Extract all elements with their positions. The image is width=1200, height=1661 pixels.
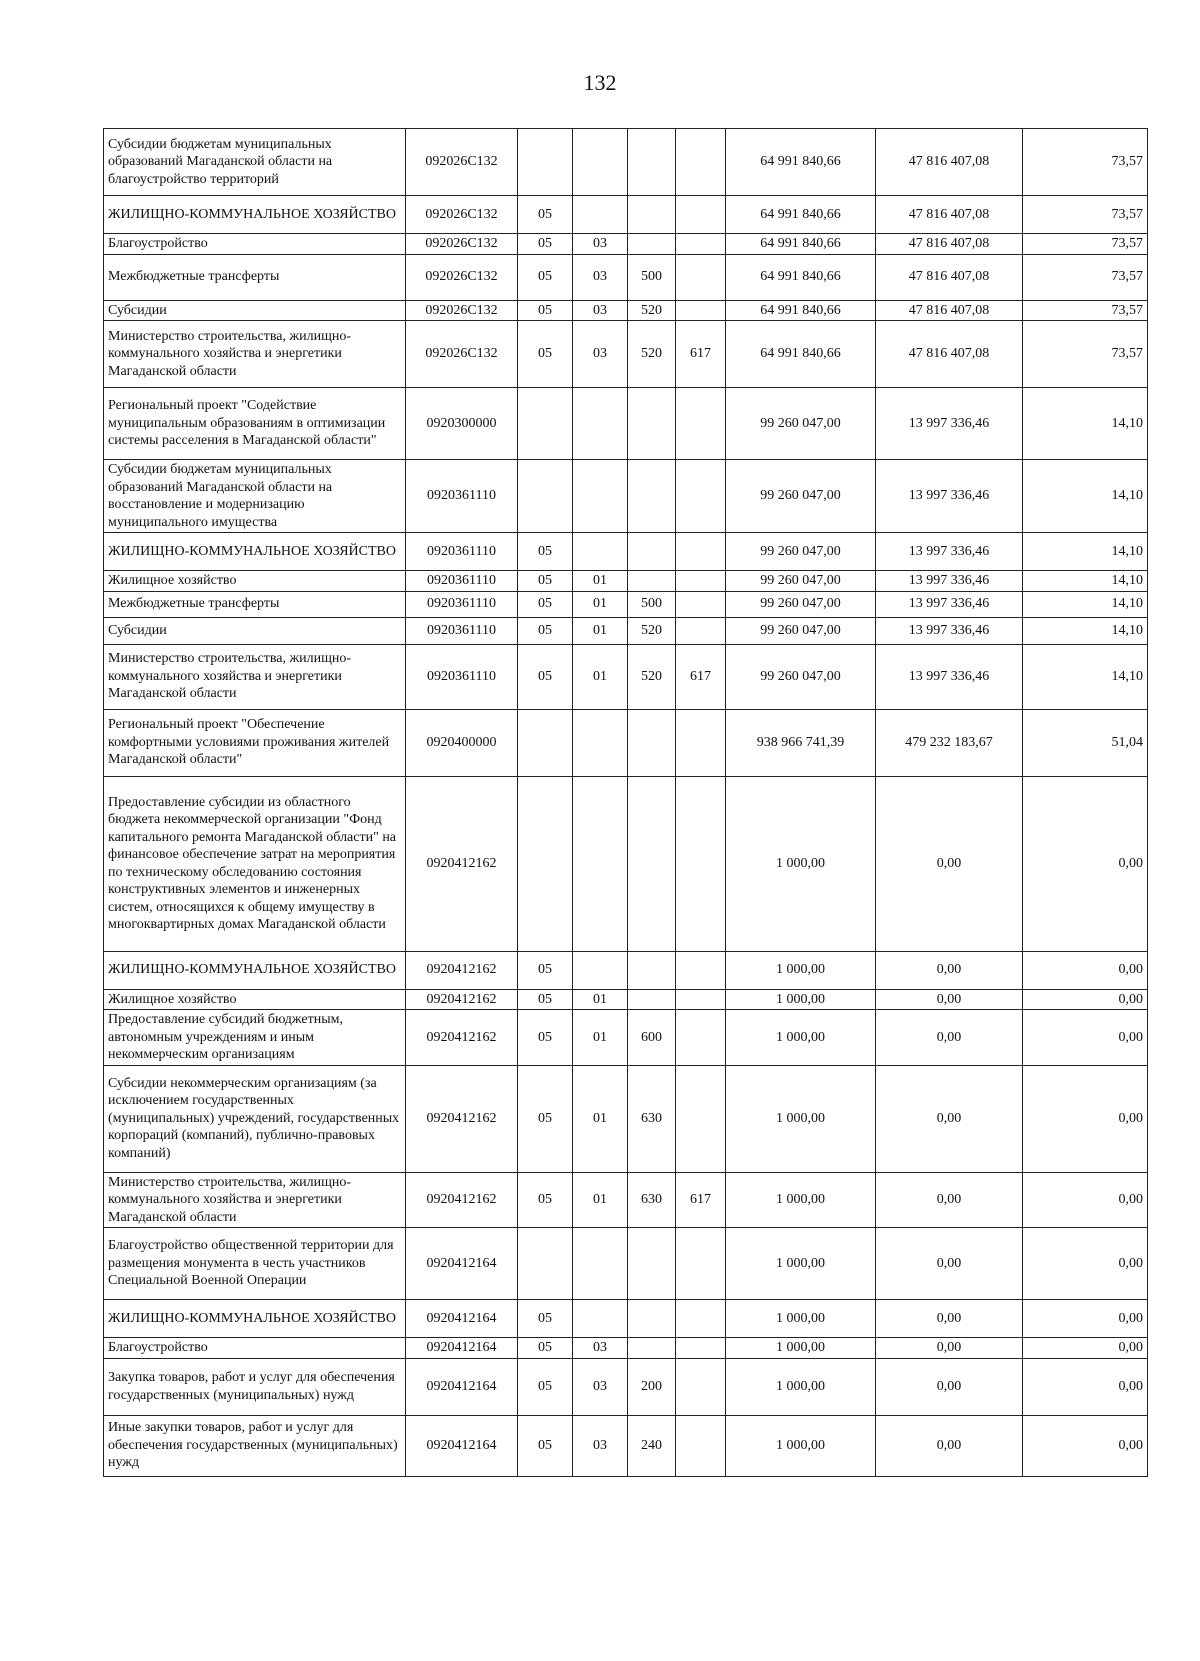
row-admin-code: 617 bbox=[676, 1172, 726, 1228]
row-percent: 73,57 bbox=[1023, 254, 1148, 300]
table-row bbox=[104, 129, 1148, 196]
table-row bbox=[104, 1228, 1148, 1300]
row-actual-amount: 0,00 bbox=[876, 951, 1023, 989]
row-expense-type: 200 bbox=[628, 1358, 676, 1415]
row-expense-type: 520 bbox=[628, 644, 676, 709]
row-actual-amount: 0,00 bbox=[876, 1300, 1023, 1338]
row-plan-amount: 64 991 840,66 bbox=[726, 234, 876, 255]
row-percent: 0,00 bbox=[1023, 1338, 1148, 1359]
row-admin-code bbox=[676, 1415, 726, 1476]
row-code: 0920361110 bbox=[406, 571, 518, 592]
row-percent: 14,10 bbox=[1023, 571, 1148, 592]
row-section bbox=[518, 388, 573, 460]
row-admin-code: 617 bbox=[676, 644, 726, 709]
row-actual-amount: 47 816 407,08 bbox=[876, 129, 1023, 196]
row-admin-code bbox=[676, 1358, 726, 1415]
row-percent: 73,57 bbox=[1023, 129, 1148, 196]
row-code: 0920412164 bbox=[406, 1358, 518, 1415]
row-percent: 73,57 bbox=[1023, 234, 1148, 255]
row-subsection bbox=[573, 460, 628, 533]
row-code: 0920412164 bbox=[406, 1415, 518, 1476]
row-actual-amount: 479 232 183,67 bbox=[876, 709, 1023, 776]
row-section bbox=[518, 776, 573, 951]
row-code: 092026С132 bbox=[406, 300, 518, 321]
table-row bbox=[104, 196, 1148, 234]
table-row bbox=[104, 571, 1148, 592]
row-actual-amount: 47 816 407,08 bbox=[876, 254, 1023, 300]
row-actual-amount: 0,00 bbox=[876, 1358, 1023, 1415]
row-subsection: 01 bbox=[573, 1065, 628, 1172]
row-name: Министерство строительства, жилищно-коммунального хозяйства и энергетики Магаданской области bbox=[104, 321, 406, 388]
row-name: Субсидии bbox=[104, 300, 406, 321]
row-section bbox=[518, 709, 573, 776]
row-expense-type: 500 bbox=[628, 591, 676, 617]
row-code: 0920400000 bbox=[406, 709, 518, 776]
row-code: 0920412162 bbox=[406, 1065, 518, 1172]
row-expense-type bbox=[628, 989, 676, 1010]
row-name: ЖИЛИЩНО-КОММУНАЛЬНОЕ ХОЗЯЙСТВО bbox=[104, 533, 406, 571]
row-section: 05 bbox=[518, 533, 573, 571]
row-percent: 0,00 bbox=[1023, 1228, 1148, 1300]
row-code: 0920412162 bbox=[406, 989, 518, 1010]
row-subsection bbox=[573, 1300, 628, 1338]
row-admin-code bbox=[676, 254, 726, 300]
row-admin-code bbox=[676, 617, 726, 644]
row-actual-amount: 47 816 407,08 bbox=[876, 196, 1023, 234]
row-percent: 73,57 bbox=[1023, 196, 1148, 234]
table-row bbox=[104, 591, 1148, 617]
row-plan-amount: 1 000,00 bbox=[726, 776, 876, 951]
row-subsection bbox=[573, 388, 628, 460]
row-plan-amount: 64 991 840,66 bbox=[726, 196, 876, 234]
row-name: Предоставление субсидий бюджетным, автономным учреждениям и иным некоммерческим организациям bbox=[104, 1010, 406, 1066]
row-name: Субсидии бюджетам муниципальных образований Магаданской области на восстановление и модернизацию муниципального имущества bbox=[104, 460, 406, 533]
row-actual-amount: 0,00 bbox=[876, 776, 1023, 951]
row-expense-type bbox=[628, 234, 676, 255]
row-expense-type bbox=[628, 129, 676, 196]
row-actual-amount: 0,00 bbox=[876, 989, 1023, 1010]
row-code: 0920412162 bbox=[406, 1172, 518, 1228]
row-admin-code bbox=[676, 129, 726, 196]
row-name: Закупка товаров, работ и услуг для обеспечения государственных (муниципальных) нужд bbox=[104, 1358, 406, 1415]
row-name: Жилищное хозяйство bbox=[104, 989, 406, 1010]
row-name: Субсидии некоммерческим организациям (за исключением государственных (муниципальных) учреждений, государственных корпораций (компаний), публично-правовых компаний) bbox=[104, 1065, 406, 1172]
row-plan-amount: 1 000,00 bbox=[726, 1228, 876, 1300]
row-code: 092026С132 bbox=[406, 254, 518, 300]
row-subsection bbox=[573, 533, 628, 571]
row-expense-type bbox=[628, 1338, 676, 1359]
row-actual-amount: 47 816 407,08 bbox=[876, 300, 1023, 321]
row-actual-amount: 13 997 336,46 bbox=[876, 644, 1023, 709]
row-plan-amount: 99 260 047,00 bbox=[726, 460, 876, 533]
row-actual-amount: 0,00 bbox=[876, 1415, 1023, 1476]
row-expense-type: 520 bbox=[628, 300, 676, 321]
table-row bbox=[104, 1300, 1148, 1338]
table-row bbox=[104, 989, 1148, 1010]
table-row bbox=[104, 388, 1148, 460]
row-subsection: 01 bbox=[573, 1172, 628, 1228]
row-percent: 14,10 bbox=[1023, 388, 1148, 460]
row-subsection: 03 bbox=[573, 1358, 628, 1415]
row-admin-code bbox=[676, 533, 726, 571]
row-plan-amount: 99 260 047,00 bbox=[726, 617, 876, 644]
row-admin-code bbox=[676, 1300, 726, 1338]
row-percent: 0,00 bbox=[1023, 951, 1148, 989]
row-plan-amount: 99 260 047,00 bbox=[726, 533, 876, 571]
row-name: Межбюджетные трансферты bbox=[104, 591, 406, 617]
row-name: ЖИЛИЩНО-КОММУНАЛЬНОЕ ХОЗЯЙСТВО bbox=[104, 196, 406, 234]
row-section: 05 bbox=[518, 591, 573, 617]
row-percent: 51,04 bbox=[1023, 709, 1148, 776]
table-row bbox=[104, 951, 1148, 989]
row-name: ЖИЛИЩНО-КОММУНАЛЬНОЕ ХОЗЯЙСТВО bbox=[104, 1300, 406, 1338]
row-percent: 14,10 bbox=[1023, 591, 1148, 617]
table-row bbox=[104, 1358, 1148, 1415]
table-row bbox=[104, 1415, 1148, 1476]
row-percent: 0,00 bbox=[1023, 1415, 1148, 1476]
row-code: 092026С132 bbox=[406, 129, 518, 196]
row-subsection bbox=[573, 709, 628, 776]
row-plan-amount: 1 000,00 bbox=[726, 1172, 876, 1228]
row-plan-amount: 99 260 047,00 bbox=[726, 644, 876, 709]
row-plan-amount: 1 000,00 bbox=[726, 1358, 876, 1415]
row-actual-amount: 13 997 336,46 bbox=[876, 571, 1023, 592]
row-expense-type: 520 bbox=[628, 321, 676, 388]
row-percent: 14,10 bbox=[1023, 460, 1148, 533]
row-admin-code bbox=[676, 1338, 726, 1359]
row-code: 092026С132 bbox=[406, 196, 518, 234]
row-subsection: 03 bbox=[573, 1415, 628, 1476]
row-actual-amount: 0,00 bbox=[876, 1172, 1023, 1228]
row-actual-amount: 0,00 bbox=[876, 1338, 1023, 1359]
row-section: 05 bbox=[518, 1415, 573, 1476]
row-percent: 0,00 bbox=[1023, 989, 1148, 1010]
row-expense-type: 630 bbox=[628, 1065, 676, 1172]
table-row bbox=[104, 254, 1148, 300]
row-plan-amount: 64 991 840,66 bbox=[726, 129, 876, 196]
row-section: 05 bbox=[518, 300, 573, 321]
row-actual-amount: 13 997 336,46 bbox=[876, 460, 1023, 533]
row-section: 05 bbox=[518, 196, 573, 234]
row-name: Межбюджетные трансферты bbox=[104, 254, 406, 300]
row-section: 05 bbox=[518, 644, 573, 709]
row-admin-code bbox=[676, 388, 726, 460]
row-section: 05 bbox=[518, 951, 573, 989]
table-row bbox=[104, 1010, 1148, 1066]
row-plan-amount: 1 000,00 bbox=[726, 1300, 876, 1338]
row-section: 05 bbox=[518, 254, 573, 300]
row-subsection: 03 bbox=[573, 234, 628, 255]
row-subsection: 01 bbox=[573, 617, 628, 644]
row-section bbox=[518, 129, 573, 196]
row-actual-amount: 13 997 336,46 bbox=[876, 533, 1023, 571]
row-admin-code bbox=[676, 591, 726, 617]
row-plan-amount: 1 000,00 bbox=[726, 951, 876, 989]
row-actual-amount: 13 997 336,46 bbox=[876, 388, 1023, 460]
row-code: 0920300000 bbox=[406, 388, 518, 460]
row-admin-code bbox=[676, 989, 726, 1010]
row-plan-amount: 99 260 047,00 bbox=[726, 571, 876, 592]
row-subsection bbox=[573, 951, 628, 989]
row-name: Благоустройство общественной территории для размещения монумента в честь участников Специальной Военной Операции bbox=[104, 1228, 406, 1300]
row-name: Благоустройство bbox=[104, 234, 406, 255]
row-name: Региональный проект "Обеспечение комфортными условиями проживания жителей Магаданской области" bbox=[104, 709, 406, 776]
row-name: Предоставление субсидии из областного бюджета некоммерческой организации "Фонд капитального ремонта Магаданской области" на финансовое обеспечение затрат на мероприятия по техническому обследованию состояния конструктивных элементов и инженерных систем, относящихся к общему имуществу в многоквартирных домах Магаданской области bbox=[104, 776, 406, 951]
table-row bbox=[104, 1338, 1148, 1359]
table-row bbox=[104, 709, 1148, 776]
row-code: 0920412164 bbox=[406, 1228, 518, 1300]
row-plan-amount: 1 000,00 bbox=[726, 1010, 876, 1066]
row-actual-amount: 0,00 bbox=[876, 1010, 1023, 1066]
table-row bbox=[104, 533, 1148, 571]
row-name: Иные закупки товаров, работ и услуг для обеспечения государственных (муниципальных) нужд bbox=[104, 1415, 406, 1476]
row-percent: 0,00 bbox=[1023, 1300, 1148, 1338]
row-name: Субсидии bbox=[104, 617, 406, 644]
row-section: 05 bbox=[518, 1338, 573, 1359]
row-name: Благоустройство bbox=[104, 1338, 406, 1359]
row-expense-type: 520 bbox=[628, 617, 676, 644]
row-actual-amount: 13 997 336,46 bbox=[876, 591, 1023, 617]
row-section: 05 bbox=[518, 1172, 573, 1228]
row-admin-code bbox=[676, 300, 726, 321]
row-subsection bbox=[573, 1228, 628, 1300]
row-subsection: 01 bbox=[573, 1010, 628, 1066]
row-admin-code bbox=[676, 1010, 726, 1066]
row-plan-amount: 64 991 840,66 bbox=[726, 254, 876, 300]
row-admin-code bbox=[676, 1065, 726, 1172]
row-percent: 0,00 bbox=[1023, 1172, 1148, 1228]
row-plan-amount: 99 260 047,00 bbox=[726, 591, 876, 617]
row-expense-type bbox=[628, 709, 676, 776]
row-code: 0920361110 bbox=[406, 460, 518, 533]
row-section: 05 bbox=[518, 1065, 573, 1172]
row-name: Жилищное хозяйство bbox=[104, 571, 406, 592]
row-plan-amount: 64 991 840,66 bbox=[726, 321, 876, 388]
row-section: 05 bbox=[518, 1300, 573, 1338]
row-admin-code bbox=[676, 709, 726, 776]
row-code: 0920412162 bbox=[406, 951, 518, 989]
row-section: 05 bbox=[518, 989, 573, 1010]
row-plan-amount: 1 000,00 bbox=[726, 1065, 876, 1172]
table-row bbox=[104, 300, 1148, 321]
table-row bbox=[104, 776, 1148, 951]
row-actual-amount: 47 816 407,08 bbox=[876, 234, 1023, 255]
row-expense-type bbox=[628, 571, 676, 592]
row-expense-type bbox=[628, 1300, 676, 1338]
row-expense-type bbox=[628, 533, 676, 571]
row-code: 092026С132 bbox=[406, 234, 518, 255]
row-section: 05 bbox=[518, 321, 573, 388]
row-subsection: 03 bbox=[573, 321, 628, 388]
row-code: 0920412164 bbox=[406, 1300, 518, 1338]
row-name: Региональный проект "Содействие муниципальным образованиям в оптимизации системы расселения в Магаданской области" bbox=[104, 388, 406, 460]
row-subsection: 03 bbox=[573, 300, 628, 321]
row-expense-type: 600 bbox=[628, 1010, 676, 1066]
row-plan-amount: 64 991 840,66 bbox=[726, 300, 876, 321]
row-admin-code bbox=[676, 776, 726, 951]
row-percent: 0,00 bbox=[1023, 776, 1148, 951]
row-actual-amount: 0,00 bbox=[876, 1228, 1023, 1300]
row-subsection: 01 bbox=[573, 989, 628, 1010]
row-subsection bbox=[573, 196, 628, 234]
row-actual-amount: 0,00 bbox=[876, 1065, 1023, 1172]
table-row bbox=[104, 460, 1148, 533]
table-row bbox=[104, 644, 1148, 709]
row-percent: 0,00 bbox=[1023, 1358, 1148, 1415]
row-subsection: 03 bbox=[573, 254, 628, 300]
row-expense-type: 500 bbox=[628, 254, 676, 300]
row-plan-amount: 1 000,00 bbox=[726, 989, 876, 1010]
row-section: 05 bbox=[518, 234, 573, 255]
row-admin-code bbox=[676, 196, 726, 234]
row-plan-amount: 1 000,00 bbox=[726, 1415, 876, 1476]
row-plan-amount: 1 000,00 bbox=[726, 1338, 876, 1359]
row-code: 0920361110 bbox=[406, 617, 518, 644]
row-actual-amount: 47 816 407,08 bbox=[876, 321, 1023, 388]
row-subsection: 01 bbox=[573, 591, 628, 617]
budget-table bbox=[103, 128, 1148, 1477]
row-admin-code bbox=[676, 1228, 726, 1300]
table-row bbox=[104, 321, 1148, 388]
row-admin-code bbox=[676, 571, 726, 592]
row-expense-type: 630 bbox=[628, 1172, 676, 1228]
row-expense-type bbox=[628, 1228, 676, 1300]
row-code: 0920412162 bbox=[406, 1010, 518, 1066]
row-percent: 14,10 bbox=[1023, 644, 1148, 709]
row-name: Субсидии бюджетам муниципальных образований Магаданской области на благоустройство территорий bbox=[104, 129, 406, 196]
row-percent: 73,57 bbox=[1023, 300, 1148, 321]
row-code: 092026С132 bbox=[406, 321, 518, 388]
row-admin-code bbox=[676, 460, 726, 533]
row-subsection: 01 bbox=[573, 644, 628, 709]
row-plan-amount: 99 260 047,00 bbox=[726, 388, 876, 460]
row-section: 05 bbox=[518, 571, 573, 592]
row-subsection bbox=[573, 776, 628, 951]
table-row bbox=[104, 617, 1148, 644]
row-expense-type bbox=[628, 460, 676, 533]
table-row bbox=[104, 1172, 1148, 1228]
row-plan-amount: 938 966 741,39 bbox=[726, 709, 876, 776]
row-code: 0920361110 bbox=[406, 591, 518, 617]
row-percent: 73,57 bbox=[1023, 321, 1148, 388]
row-expense-type bbox=[628, 196, 676, 234]
row-section: 05 bbox=[518, 617, 573, 644]
row-subsection bbox=[573, 129, 628, 196]
row-percent: 0,00 bbox=[1023, 1010, 1148, 1066]
row-code: 0920412162 bbox=[406, 776, 518, 951]
row-admin-code bbox=[676, 234, 726, 255]
row-percent: 0,00 bbox=[1023, 1065, 1148, 1172]
row-section: 05 bbox=[518, 1358, 573, 1415]
table-row bbox=[104, 1065, 1148, 1172]
row-section bbox=[518, 460, 573, 533]
row-name: ЖИЛИЩНО-КОММУНАЛЬНОЕ ХОЗЯЙСТВО bbox=[104, 951, 406, 989]
row-section: 05 bbox=[518, 1010, 573, 1066]
row-expense-type bbox=[628, 388, 676, 460]
row-percent: 14,10 bbox=[1023, 533, 1148, 571]
row-percent: 14,10 bbox=[1023, 617, 1148, 644]
row-subsection: 01 bbox=[573, 571, 628, 592]
page-number: 132 bbox=[583, 70, 617, 95]
table-body bbox=[104, 129, 1148, 1477]
row-admin-code bbox=[676, 951, 726, 989]
row-admin-code: 617 bbox=[676, 321, 726, 388]
row-expense-type bbox=[628, 776, 676, 951]
table-row bbox=[104, 234, 1148, 255]
row-code: 0920412164 bbox=[406, 1338, 518, 1359]
row-name: Министерство строительства, жилищно-коммунального хозяйства и энергетики Магаданской области bbox=[104, 1172, 406, 1228]
row-actual-amount: 13 997 336,46 bbox=[876, 617, 1023, 644]
row-subsection: 03 bbox=[573, 1338, 628, 1359]
row-code: 0920361110 bbox=[406, 533, 518, 571]
row-code: 0920361110 bbox=[406, 644, 518, 709]
row-expense-type bbox=[628, 951, 676, 989]
row-name: Министерство строительства, жилищно-коммунального хозяйства и энергетики Магаданской области bbox=[104, 644, 406, 709]
row-expense-type: 240 bbox=[628, 1415, 676, 1476]
row-section bbox=[518, 1228, 573, 1300]
